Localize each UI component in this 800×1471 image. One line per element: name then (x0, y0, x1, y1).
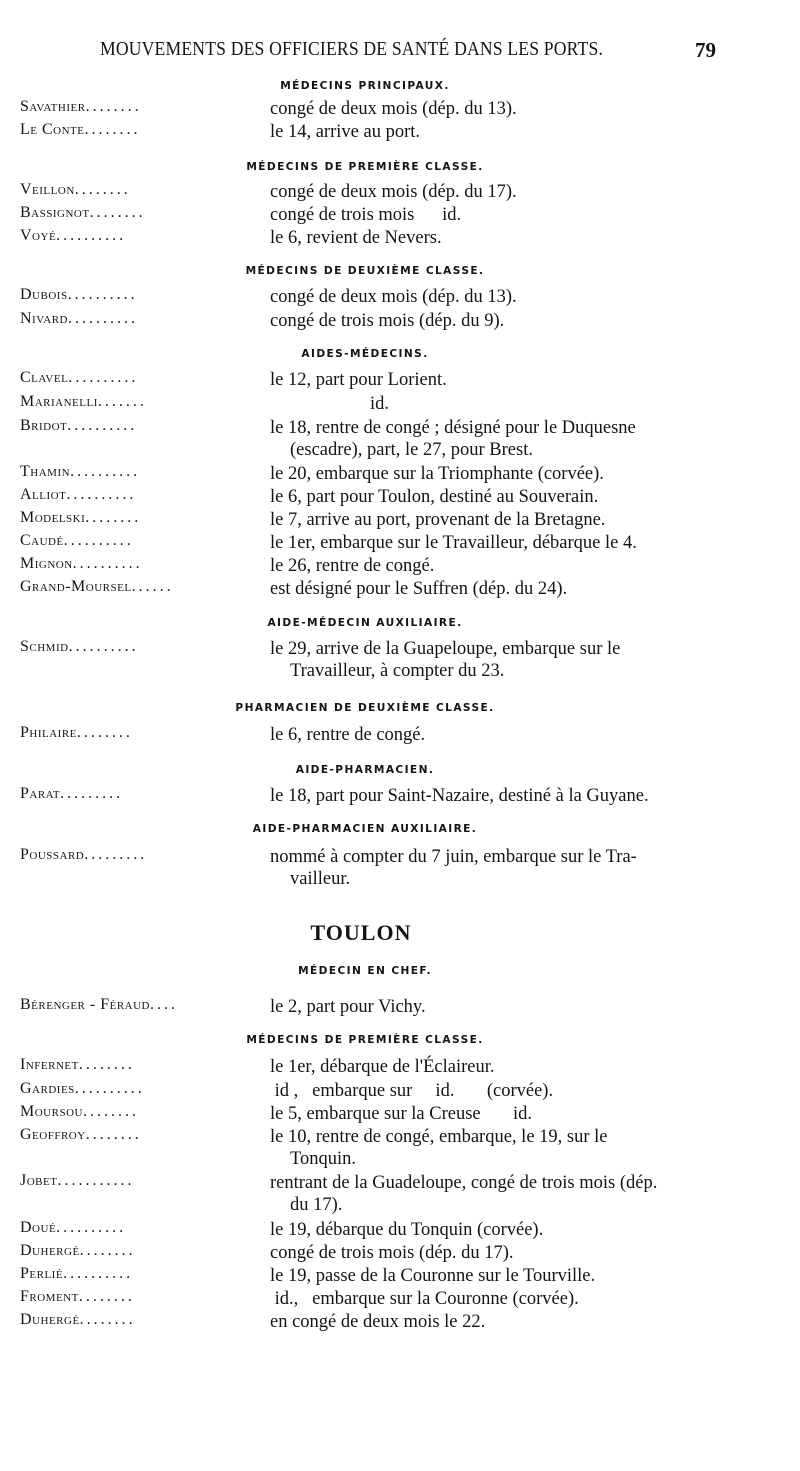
section-heading: AIDES-MÉDECINS. (301, 348, 429, 360)
movement-entry: le 19, débarque du Tonquin (corvée). (270, 1220, 544, 1240)
section-heading: MÉDECINS DE DEUXIÈME CLASSE. (245, 265, 485, 277)
movement-entry: le 10, rentre de congé, embarque, le 19, sur le Tonquin. (270, 1127, 608, 1169)
section-heading: MÉDECINS DE PREMIÈRE CLASSE. (246, 1034, 484, 1046)
officer-name: Thamin.......... (20, 463, 141, 480)
section-heading: MÉDECINS PRINCIPAUX. (280, 80, 450, 92)
movement-entry: rentrant de la Guadeloupe, congé de trois mois (dép. du 17). (270, 1173, 658, 1215)
section-heading: AIDE-PHARMACIEN. (295, 764, 435, 776)
section-heading: MÉDECINS DE PREMIÈRE CLASSE. (246, 161, 484, 173)
officer-name: Savathier........ (20, 98, 142, 115)
officer-name: Poussard......... (20, 846, 148, 863)
officer-name: Schmid.......... (20, 638, 139, 655)
officer-name: Geoffroy........ (20, 1126, 142, 1143)
movement-entry: le 20, embarque sur la Triomphante (corvée). (270, 464, 604, 484)
movement-entry: le 26, rentre de congé. (270, 556, 435, 576)
movement-entry: le 2, part pour Vichy. (270, 997, 426, 1017)
movement-entry: congé de trois mois (dép. du 9). (270, 311, 505, 331)
movement-entry: le 6, rentre de congé. (270, 725, 426, 745)
officer-name: Philaire........ (20, 724, 133, 741)
section-heading: AIDE-PHARMACIEN AUXILIAIRE. (252, 823, 478, 835)
movement-entry: le 19, passe de la Couronne sur le Tourville. (270, 1266, 596, 1286)
movement-entry: le 14, arrive au port. (270, 122, 420, 142)
officer-name: Infernet........ (20, 1056, 135, 1073)
officer-name: Duhergé........ (20, 1242, 136, 1259)
officer-name: Bassignot........ (20, 204, 146, 221)
movement-entry: congé de deux mois (dép. du 17). (270, 182, 517, 202)
movement-entry: le 12, part pour Lorient. (270, 370, 447, 390)
officer-name: Froment........ (20, 1288, 135, 1305)
officer-name: Doué.......... (20, 1219, 127, 1236)
officer-name: Dubois.......... (20, 286, 138, 303)
movement-entry: congé de deux mois (dép. du 13). (270, 99, 517, 119)
movement-entry: nommé à compter du 7 juin, embarque sur le Tra- vailleur. (270, 847, 637, 889)
officer-name: Jobet........... (20, 1172, 135, 1189)
officer-name: Parat......... (20, 785, 124, 802)
movement-entry: id. (370, 394, 390, 414)
officer-name: Marianelli....... (20, 393, 147, 410)
movement-entry: le 1er, débarque de l'Éclaireur. (270, 1057, 495, 1077)
movement-entry: le 29, arrive de la Guapeloupe, embarque sur le Travailleur, à compter du 23. (270, 639, 621, 681)
officer-name: Mignon.......... (20, 555, 143, 572)
officer-name: Le Conte........ (20, 121, 141, 138)
officer-name: Bridot.......... (20, 417, 138, 434)
movement-entry: le 6, part pour Toulon, destiné au Souverain. (270, 487, 599, 507)
officer-name: Moursou........ (20, 1103, 139, 1120)
movement-entry: est désigné pour le Suffren (dép. du 24). (270, 579, 568, 599)
officer-name: Nivard.......... (20, 310, 138, 327)
officer-name: Modelski........ (20, 509, 142, 526)
movement-entry: le 1er, embarque sur le Travailleur, débarque le 4. (270, 533, 637, 553)
movement-entry: le 18, part pour Saint-Nazaire, destiné à la Guyane. (270, 786, 649, 806)
movement-entry: le 6, revient de Nevers. (270, 228, 442, 248)
section-heading: PHARMACIEN DE DEUXIÈME CLASSE. (235, 702, 495, 714)
officer-name: Clavel.......... (20, 369, 139, 386)
movement-entry: le 7, arrive au port, provenant de la Bretagne. (270, 510, 606, 530)
section-heading: MÉDECIN EN CHEF. (298, 965, 432, 977)
officer-name: Caudé.......... (20, 532, 134, 549)
officer-name: Grand-Moursel...... (20, 578, 174, 595)
port-title: TOULON (310, 920, 412, 945)
officer-name: Perlié.......... (20, 1265, 134, 1282)
page-number: 79 (695, 38, 716, 62)
section-heading: AIDE-MÉDECIN AUXILIAIRE. (267, 617, 463, 629)
officer-name: Bérenger - Féraud.... (20, 996, 179, 1013)
officer-name: Duhergé........ (20, 1311, 136, 1328)
movement-entry: le 18, rentre de congé ; désigné pour le Duquesne (escadre), part, le 27, pour Brest. (270, 418, 636, 460)
running-title: MOUVEMENTS DES OFFICIERS DE SANTÉ DANS LES PORTS. (100, 38, 604, 60)
movement-entry: en congé de deux mois le 22. (270, 1312, 486, 1332)
officer-name: Veillon........ (20, 181, 131, 198)
movement-entry: id , embarque sur id. (corvée). (270, 1081, 554, 1101)
movement-entry: congé de trois mois id. (270, 205, 462, 225)
movement-entry: congé de deux mois (dép. du 13). (270, 287, 517, 307)
movement-entry: id., embarque sur la Couronne (corvée). (270, 1289, 579, 1309)
officer-name: Gardies.......... (20, 1080, 145, 1097)
movement-entry: congé de trois mois (dép. du 17). (270, 1243, 514, 1263)
officer-name: Alliot.......... (20, 486, 137, 503)
officer-name: Voyé.......... (20, 227, 127, 244)
movement-entry: le 5, embarque sur la Creuse id. (270, 1104, 533, 1124)
